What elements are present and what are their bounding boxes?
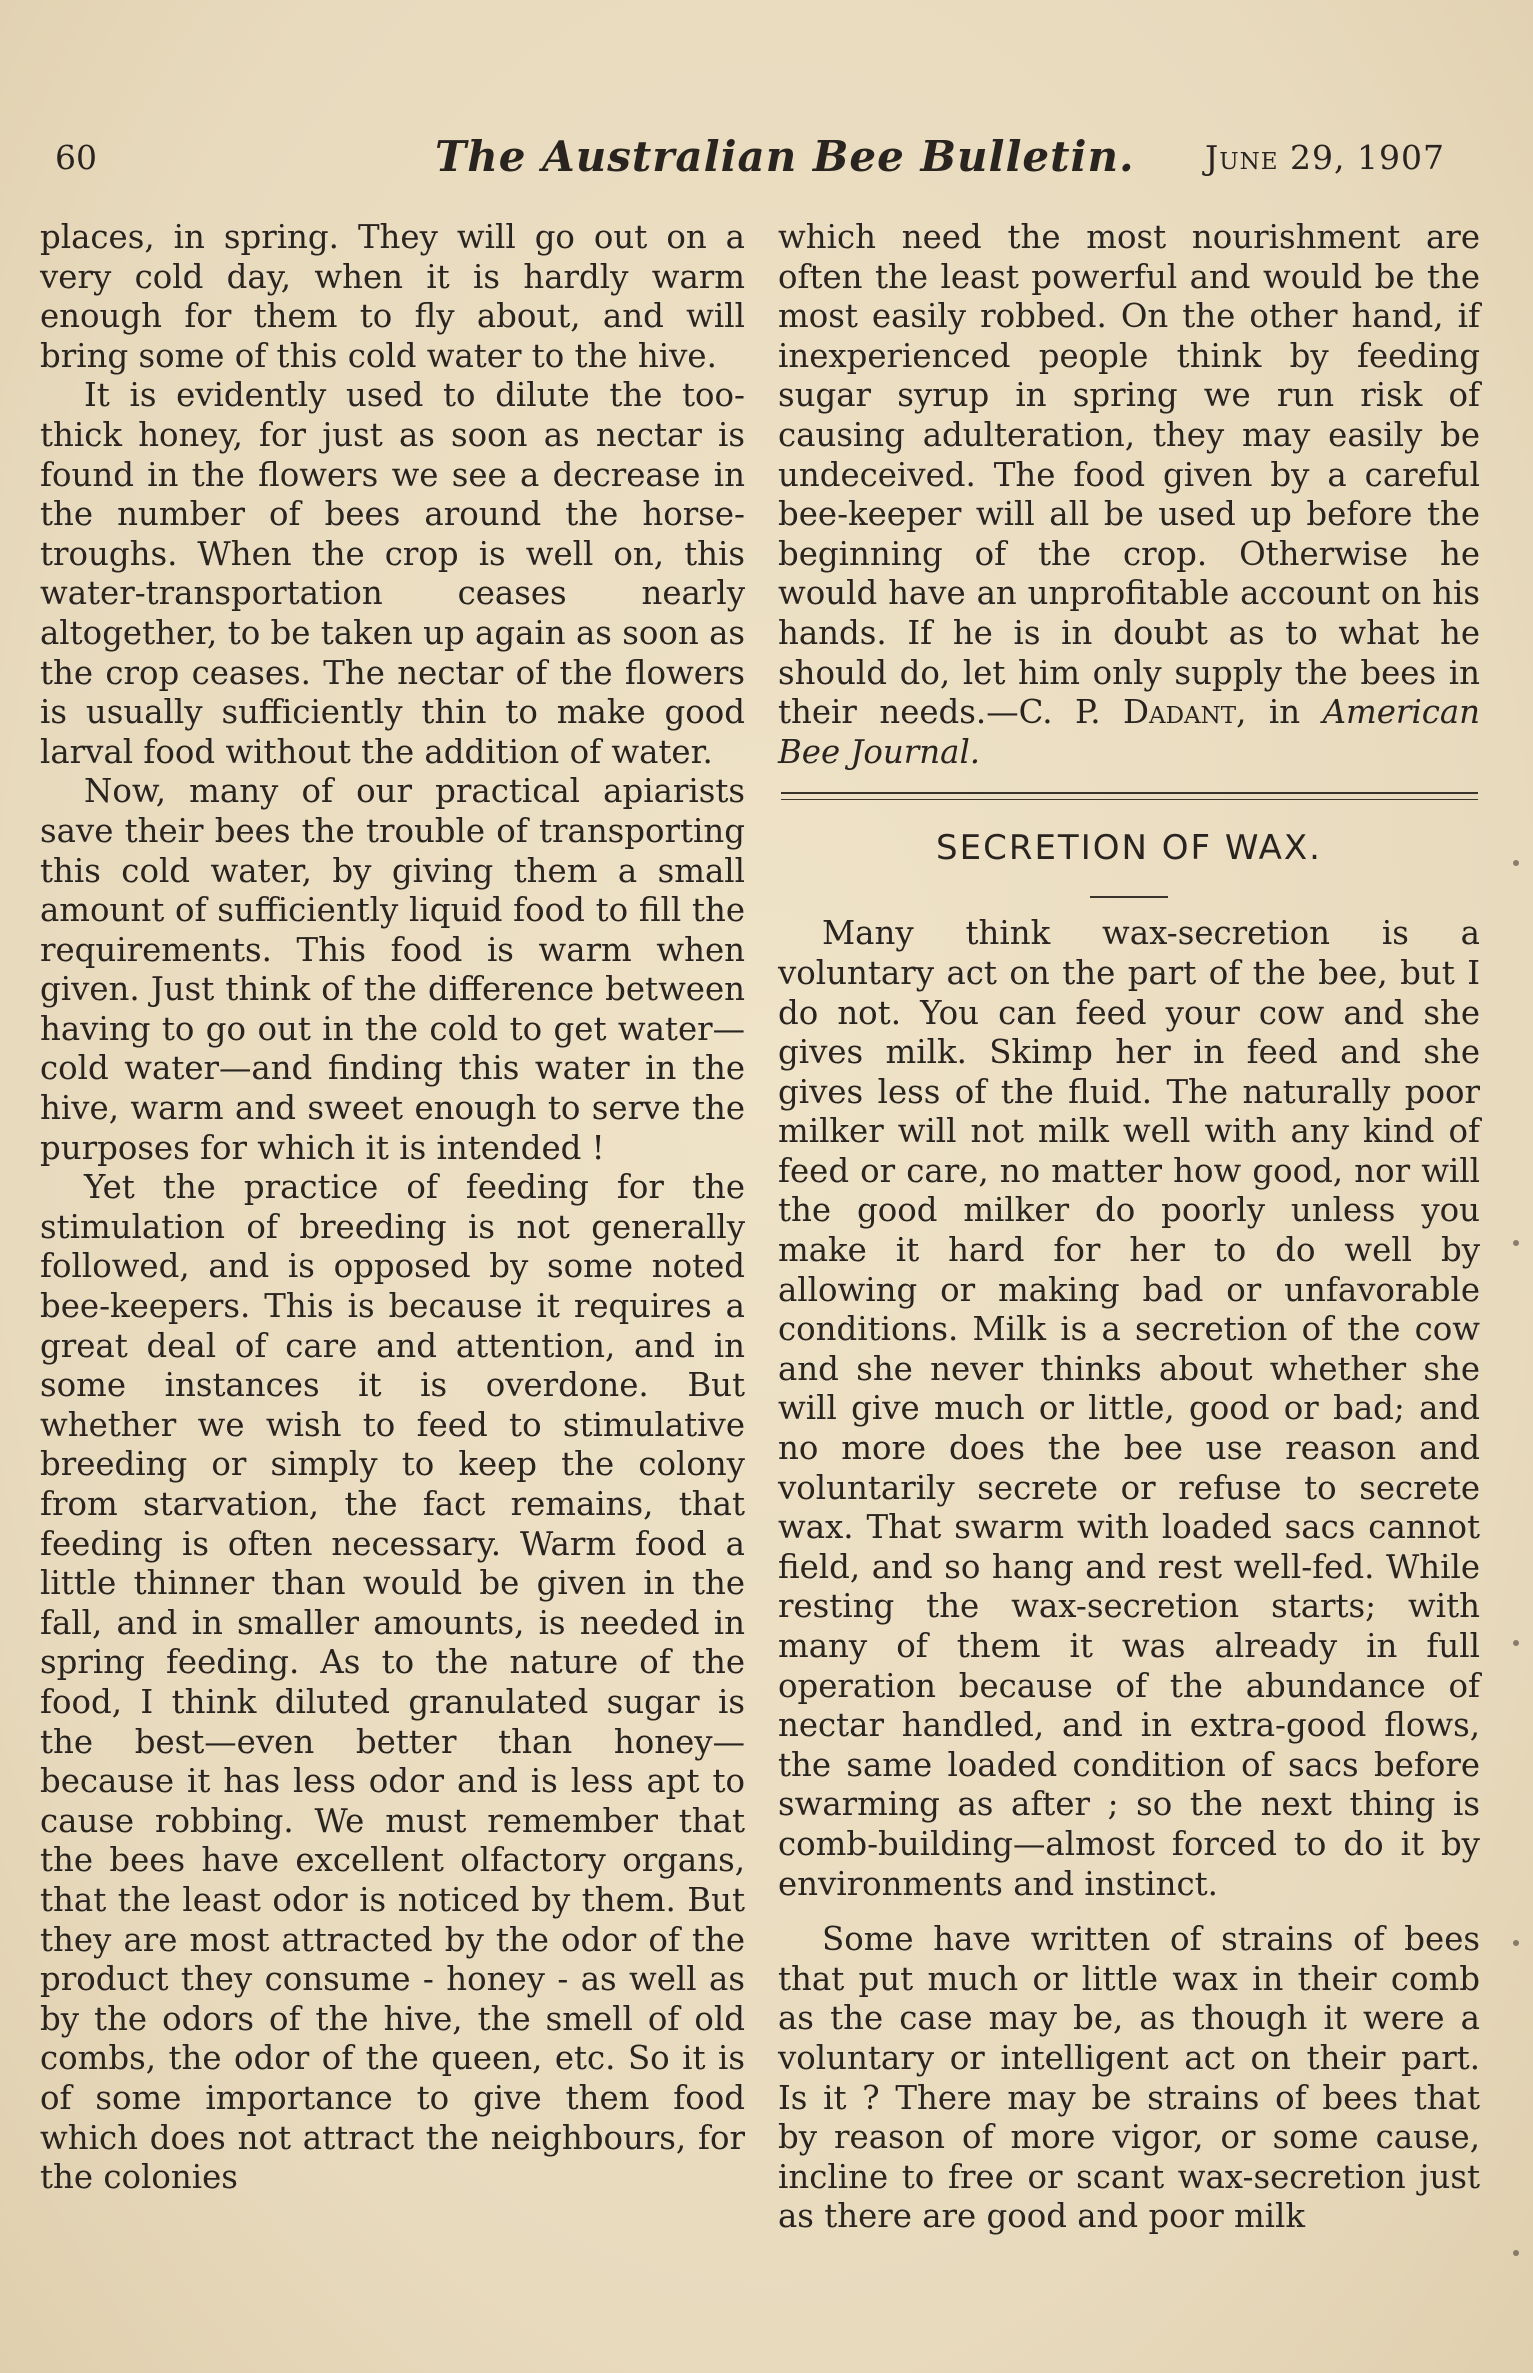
ink-speck	[1513, 860, 1519, 866]
page-edge-specks	[1493, 0, 1533, 2373]
paragraph: It is evidently used to dilute the too-thick honey, for just as soon as nectar is found in the flowers we see a decrease in the number of bees around the horse-troughs. When the crop is well on, this water-transportation ceases nearly altogether, to be taken up again as soon as the crop ceases. The nectar of the flowers is usually sufficiently thin to make good larval food without the addition of water.	[40, 376, 745, 771]
title-underline-rule	[1090, 896, 1168, 898]
paragraph-text: which need the most nourishment are often the least powerful and would be the most easily robbed. On the other hand, if inexperienced people think by feeding sugar syrup in spring we run risk of causing adulteration, they may easily be undeceived. The food given by a careful bee-keeper will all be used up before the beginning of the crop. Otherwise he would have an unprofitable account on his hands. If he is in doubt as to what he should do, let him only supply the bees in their needs.—	[778, 218, 1480, 732]
page-number: 60	[55, 138, 97, 177]
paragraph: Now, many of our practical apiarists save their bees the trouble of transporting this cold water, by giving them a small amount of sufficiently liquid food to fill the requirements. This food is warm when given. Just think of the difference between having to go out in the cold to get water—cold water—and finding this water in the hive, warm and sweet enough to serve the purposes for which it is intended !	[40, 772, 745, 1167]
continued-paragraph	[778, 218, 1480, 772]
ink-speck	[1513, 1640, 1519, 1646]
section-divider	[781, 792, 1478, 800]
article-source: American Bee Journal.	[778, 693, 1481, 771]
ink-speck	[1513, 1940, 1519, 1946]
page-header	[55, 132, 1445, 188]
paragraph: Some have written of strains of bees that put much or little wax in their comb as the case may be, as though it were a voluntary or intelligent act on their part. Is it ? There may be strains of bees that by reason of more vigor, or some cause, incline to free or scant wax-secretion just as there are good and poor milk	[778, 1920, 1480, 2236]
issue-date: June 29, 1907	[1205, 138, 1445, 177]
right-column	[778, 218, 1480, 2237]
section-title: SECRETION OF WAX.	[936, 828, 1322, 869]
article-author: C. P. Dadant	[1018, 693, 1237, 732]
ink-speck	[1513, 1240, 1519, 1246]
left-column	[40, 218, 745, 2198]
journal-title: The Australian Bee Bulletin.	[435, 132, 1135, 181]
paragraph: Yet the practice of feeding for the stimulation of breeding is not generally followed, and is opposed by some noted bee-keepers. This is because it requires a great deal of care and attention, and in some instances it is overdone. But whether we wish to feed to stimulative breeding or simply to keep the colony from starvation, the fact remains, that feeding is often necessary. Warm food a little thinner than would be given in the fall, and in smaller amounts, is needed in spring feeding. As to the nature of the food, I think diluted granulated sugar is the best—even better than honey—because it has less odor and is less apt to cause robbing. We must remember that the bees have excellent olfactory organs, that the least odor is noticed by them. But they are most attracted by the odor of the product they consume - honey - as well as by the odors of the hive, the smell of old combs, the odor of the queen, etc. So it is of some importance to give them food which does not attract the neighbours, for the colonies	[40, 1168, 745, 2197]
paragraph: Many think wax-secretion is a voluntary act on the part of the bee, but I do not. You can feed your cow and she gives milk. Skimp her in feed and she gives less of the fluid. The naturally poor milker will not milk well with any kind of feed or care, no matter how good, nor will the good milker do poorly unless you make it hard for her to do well by allowing or making bad or unfavorable conditions. Milk is a secretion of the cow and she never thinks about whether she will give much or little, good or bad; and no more does the bee use reason and voluntarily secrete or refuse to secrete wax. That swarm with loaded sacs cannot field, and so hang and rest well-fed. While resting the wax-secretion starts; with many of them it was already in full operation because of the abundance of nectar handled, and in extra-good flows, the same loaded condition of sacs before swarming as after ; so the next thing is comb-building—almost forced to do it by environments and instinct.	[778, 914, 1480, 1903]
paragraph-gap	[778, 1904, 1480, 1920]
signoff-connector: , in	[1236, 693, 1301, 732]
paragraph: places, in spring. They will go out on a very cold day, when it is hardly warm enough for them to fly about, and will bring some of this cold water to the hive.	[40, 218, 745, 375]
ink-speck	[1513, 2250, 1519, 2256]
